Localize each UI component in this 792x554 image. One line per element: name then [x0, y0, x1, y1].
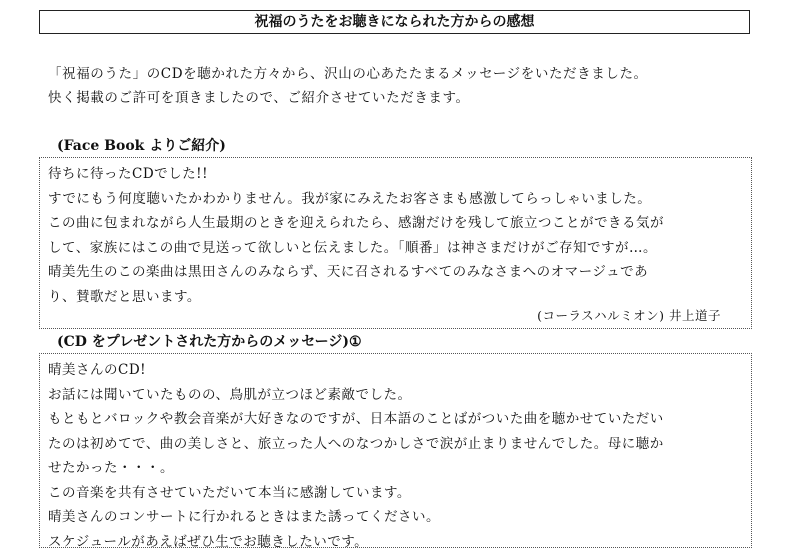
- message-line: すでにもう何度聴いたかわかりません。我が家にみえたお客さまも感激してらっしゃいました。: [48, 187, 751, 212]
- message-line: り、賛歌だと思います。: [48, 285, 751, 310]
- message-line: して、家族にはこの曲で見送って欲しいと伝えました。「順番」は神さまだけがご存知ですが…。: [48, 236, 751, 261]
- message-box-facebook: [39, 157, 752, 329]
- message-line: お話には聞いていたものの、鳥肌が立つほど素敵でした。: [48, 383, 751, 408]
- page-title: 祝福のうたをお聴きになられた方からの感想: [39, 10, 750, 34]
- message-signature: (コーラスハルミオン) 井上道子: [537, 304, 721, 329]
- message-line: もともとバロックや教会音楽が大好きなのですが、日本語のことばがついた曲を聴かせていただい: [48, 407, 751, 432]
- message-line: たのは初めてで、曲の美しさと、旅立った人へのなつかしさで涙が止まりませんでした。母に聴か: [48, 432, 751, 457]
- message-line: スケジュールがあえばぜひ生でお聴きしたいです。: [48, 530, 751, 554]
- intro-text: [48, 62, 648, 110]
- message-line: この音楽を共有させていただいて本当に感謝しています。: [48, 481, 751, 506]
- message-line: せたかった・・・。: [48, 456, 751, 481]
- intro-line: 「祝福のうた」のCDを聴かれた方々から、沢山の心あたたまるメッセージをいただきました。: [48, 62, 648, 86]
- message-line: この曲に包まれながら人生最期のときを迎えられたら、感謝だけを残して旅立つことができる気が: [48, 211, 751, 236]
- message-box-cd-gift: [39, 353, 752, 548]
- section-heading-cd-gift: (CD をプレゼントされた方からのメッセージ)①: [57, 333, 362, 351]
- message-line: 晴美さんのCD!: [48, 358, 751, 383]
- message-line: 晴美先生のこの楽曲は黒田さんのみならず、天に召されるすべてのみなさまへのオマージュであ: [48, 260, 751, 285]
- message-line: 待ちに待ったCDでした!!: [48, 162, 751, 187]
- message-line: 晴美さんのコンサートに行かれるときはまた誘ってください。: [48, 505, 751, 530]
- section-heading-facebook: (Face Book よりご紹介): [57, 137, 226, 155]
- intro-line: 快く掲載のご許可を頂きましたので、ご紹介させていただきます。: [48, 86, 648, 110]
